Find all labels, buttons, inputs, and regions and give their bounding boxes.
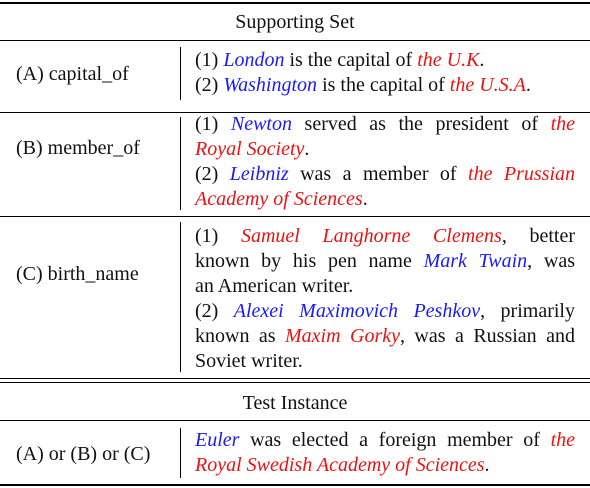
- example-line: (2) Alexei Maximovich Peshkov, primarily: [195, 300, 575, 322]
- column-divider: [180, 428, 181, 478]
- example-line: known as Maxim Gorky, was a Russian and: [195, 325, 575, 347]
- subject-entity: London: [223, 49, 285, 71]
- relation-label-birth-name: (C) birth_name: [16, 263, 139, 285]
- subject-entity: Newton: [230, 113, 292, 135]
- subject-entity: Leibniz: [229, 163, 289, 185]
- relation-label-member-of: (B) member_of: [16, 137, 140, 159]
- header-rule: [0, 40, 590, 41]
- example-text: [195, 224, 575, 374]
- object-entity: the U.S.A: [449, 74, 526, 96]
- example-line: an American writer.: [195, 275, 354, 297]
- object-entity: the: [550, 113, 575, 135]
- column-divider: [180, 47, 181, 100]
- object-entity: Royal Society: [195, 138, 305, 160]
- object-entity: Royal Swedish Academy of Sciences: [195, 454, 485, 476]
- section-double-rule: [0, 378, 590, 379]
- test-text: [195, 428, 575, 478]
- example-line: (1) London is the capital of the U.K.: [195, 49, 485, 71]
- example-line: (2) Washington is the capital of the U.S.A.: [195, 74, 531, 96]
- example-line: Academy of Sciences.: [195, 188, 368, 210]
- subject-entity: Alexei Maximovich Peshkov: [233, 300, 481, 322]
- subject-entity: Mark Twain: [423, 250, 528, 272]
- header-rule: [0, 420, 590, 421]
- object-entity: Maxim Gorky: [285, 325, 400, 347]
- column-divider: [180, 117, 181, 210]
- example-line: Royal Swedish Academy of Sciences.: [195, 454, 490, 476]
- test-label: (A) or (B) or (C): [16, 443, 151, 465]
- example-line: (1) Newton served as the president of the: [195, 113, 575, 135]
- row-rule: [0, 216, 590, 217]
- example-line: Soviet writer.: [195, 350, 303, 372]
- object-entity: Samuel Langhorne Clemens: [240, 225, 502, 247]
- example-line: known by his pen name Mark Twain, was: [195, 250, 575, 272]
- relation-label-capital-of: (A) capital_of: [16, 63, 129, 85]
- column-divider: [180, 222, 181, 372]
- example-text: [195, 112, 575, 212]
- subject-entity: Washington: [223, 74, 318, 96]
- example-line: (1) Samuel Langhorne Clemens, better: [195, 225, 575, 247]
- object-entity: Academy of Sciences: [195, 188, 363, 210]
- supporting-set-title: Supporting Set: [235, 11, 355, 33]
- example-line: Royal Society.: [195, 138, 310, 160]
- object-entity: the U.K: [417, 49, 480, 71]
- top-rule: [0, 2, 590, 4]
- example-text: [195, 48, 575, 98]
- subject-entity: Euler: [195, 429, 240, 451]
- example-line: (2) Leibniz was a member of the Prussian: [195, 163, 576, 185]
- test-instance-title: Test Instance: [242, 392, 348, 414]
- object-entity: the: [550, 429, 575, 451]
- section-double-rule: [0, 382, 590, 383]
- object-entity: the Prussian: [468, 163, 576, 185]
- bottom-rule: [0, 484, 590, 486]
- example-line: Euler was elected a foreign member of the: [195, 429, 575, 451]
